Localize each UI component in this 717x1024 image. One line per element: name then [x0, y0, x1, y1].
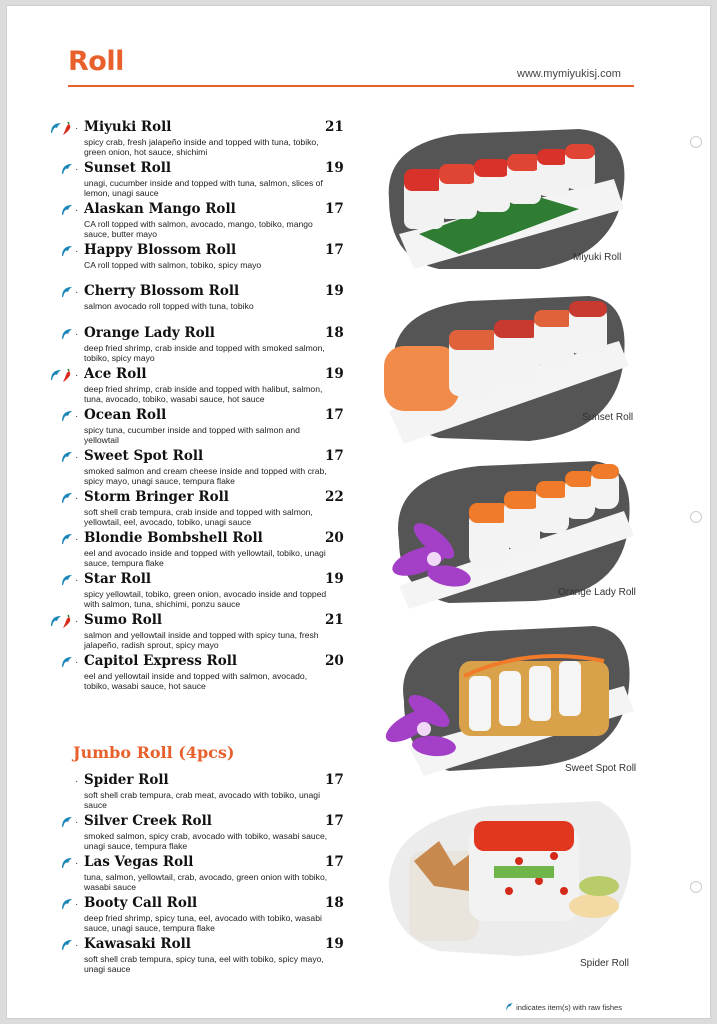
pepper-icon [62, 368, 72, 383]
fish-icon [60, 491, 74, 505]
website-url[interactable]: www.mymiyukisj.com [517, 68, 621, 80]
item-icons [47, 937, 77, 953]
item-icons [47, 814, 77, 830]
item-icons [47, 367, 77, 383]
item-description: spicy yellowtail, tobiko, green onion, avocado inside and topped with salmon, tuna, shichimi, ponzu sauce [84, 589, 327, 610]
item-icons [47, 572, 77, 588]
item-description: eel and yellowtail inside and topped with salmon, avocado, tobiko, wasabi sauce, hot sauce [84, 671, 308, 692]
item-price: 22 [325, 488, 344, 505]
bullet-dot: · [75, 205, 79, 217]
fish-icon [60, 327, 74, 341]
menu-item [47, 612, 344, 651]
photo-caption: Sunset Roll [582, 412, 634, 423]
item-name: Alaskan Mango Roll [84, 201, 236, 218]
fish-icon [60, 162, 74, 176]
item-description: tuna, salmon, yellowtail, crab, avocado, green onion with tobiko, wasabi sauce [84, 872, 328, 893]
item-description: smoked salmon and cream cheese inside and topped with crab, spicy mayo, unagi sauce, tempura flake [84, 465, 327, 486]
fish-icon [60, 203, 74, 217]
item-name: Ace Roll [84, 365, 147, 382]
item-price: 21 [325, 119, 344, 135]
bullet-dot: · [75, 776, 79, 787]
item-name: Sumo Roll [84, 612, 163, 629]
item-price: 17 [325, 406, 344, 423]
item-icons [47, 202, 77, 218]
item-price: 18 [325, 895, 344, 912]
item-icons [47, 896, 77, 912]
bullet-dot: · [75, 534, 79, 545]
item-price: 19 [325, 365, 344, 382]
menu-item [47, 571, 344, 610]
item-description: salmon and yellowtail inside and topped with spicy tuna, fresh jalapeño, radish sprout, spicy mayo [84, 630, 319, 651]
item-icons [47, 326, 77, 342]
fish-icon [60, 897, 74, 911]
item-description: deep fried shrimp, crab inside and topped with smoked salmon, tobiko, spicy mayo [84, 342, 325, 363]
item-description: spicy crab, fresh jalapeño inside and topped with tuna, tobiko, green onion, hot sauce, shichimi [84, 137, 319, 157]
fish-icon [60, 450, 74, 464]
pepper-icon [62, 121, 72, 136]
item-name: Star Roll [84, 571, 152, 588]
menu-item [47, 406, 344, 445]
photo-sweet-spot-roll [379, 616, 637, 781]
bullet-dot: · [75, 164, 79, 176]
menu-item [47, 488, 344, 527]
item-icons [47, 449, 77, 465]
item-price: 19 [325, 936, 344, 953]
photo-spider-roll [379, 791, 639, 961]
item-icons [47, 408, 77, 424]
page-title: Roll [68, 46, 124, 77]
menu-item [47, 653, 344, 692]
menu-item [47, 895, 344, 934]
item-name: Sunset Roll [84, 160, 171, 177]
item-name: Orange Lady Roll [84, 324, 215, 341]
item-name: Miyuki Roll [84, 119, 172, 135]
item-icons [47, 613, 77, 629]
item-description: salmon avocado roll topped with tuna, tobiko [84, 301, 254, 312]
bullet-dot: · [75, 817, 79, 829]
fish-icon [49, 368, 63, 382]
item-description: smoked salmon, spicy crab, avocado with tobiko, wasabi sauce, unagi sauce, tempura flake [84, 831, 328, 852]
menu-item [47, 854, 344, 893]
item-name: Storm Bringer Roll [84, 488, 229, 505]
item-icons [47, 773, 77, 789]
bullet-dot: · [75, 246, 79, 258]
item-price: 19 [325, 571, 344, 588]
fish-icon [60, 938, 74, 952]
item-icons [47, 284, 77, 300]
item-price: 17 [325, 242, 344, 259]
item-icons [47, 490, 77, 506]
bullet-dot: · [75, 899, 79, 911]
item-name: Kawasaki Roll [84, 936, 191, 953]
menu-page [6, 5, 711, 1019]
fish-icon [60, 856, 74, 870]
item-description: deep fried shrimp, crab inside and topped with halibut, salmon, tuna, avocado, tobiko, wasabi sauce, hot sauce [84, 383, 323, 404]
menu-item [47, 201, 344, 240]
bullet-dot: · [75, 410, 79, 422]
menu-item [47, 772, 344, 810]
photo-caption: Orange Lady Roll [558, 587, 636, 598]
pepper-icon [62, 614, 72, 629]
bullet-dot: · [75, 657, 79, 669]
menu-item [47, 283, 344, 321]
menu-item [47, 160, 344, 199]
item-icons [47, 243, 77, 259]
item-name: Silver Creek Roll [84, 813, 212, 830]
bullet-dot: · [75, 287, 79, 299]
item-name: Booty Call Roll [84, 895, 198, 912]
menu-item [47, 242, 344, 280]
item-description: unagi, cucumber inside and topped with tuna, salmon, slices of lemon, unagi sauce [84, 178, 323, 199]
bullet-dot: · [75, 123, 79, 134]
menu-item [47, 530, 344, 568]
item-name: Capitol Express Roll [84, 653, 237, 670]
item-name: Blondie Bombshell Roll [84, 530, 263, 546]
binder-hole [690, 136, 702, 148]
item-description: soft shell crab tempura, crab meat, avocado with tobiko, unagi sauce [84, 790, 320, 810]
title-divider [68, 85, 634, 87]
item-price: 17 [325, 854, 344, 871]
item-price: 19 [325, 283, 344, 300]
item-name: Cherry Blossom Roll [84, 283, 240, 300]
fish-icon [60, 815, 74, 829]
fish-icon [49, 121, 63, 135]
menu-item [47, 936, 344, 975]
item-price: 17 [325, 447, 344, 464]
bullet-dot: · [75, 451, 79, 463]
fish-icon [60, 244, 74, 258]
item-price: 20 [325, 653, 344, 670]
bullet-dot: · [75, 575, 79, 587]
bullet-dot: · [75, 369, 79, 381]
menu-item [47, 324, 344, 363]
photo-caption: Miyuki Roll [573, 252, 622, 263]
item-description: CA roll topped with salmon, avocado, mango, tobiko, mango sauce, butter mayo [84, 219, 313, 240]
bullet-dot: · [75, 616, 79, 628]
item-description: deep fried shrimp, spicy tuna, eel, avocado with tobiko, wasabi sauce, unagi sauce, tempura flake [84, 913, 322, 934]
jumbo-section-title: Jumbo Roll (4pcs) [73, 743, 235, 762]
fish-icon [505, 1002, 514, 1011]
item-name: Happy Blossom Roll [84, 242, 237, 259]
item-icons [47, 161, 77, 177]
legend-text: indicates item(s) with raw fishes [516, 1003, 622, 1012]
item-description: soft shell crab tempura, crab inside and topped with salmon, yellowtail, eel, avocado, tobiko, unagi sauce [84, 506, 313, 527]
bullet-dot: · [75, 328, 79, 340]
item-description: spicy tuna, cucumber inside and topped with salmon and yellowtail [84, 424, 300, 445]
fish-icon [60, 532, 74, 546]
item-price: 17 [325, 772, 344, 788]
binder-hole [690, 881, 702, 893]
photo-caption: Spider Roll [580, 958, 629, 969]
item-name: Spider Roll [84, 772, 169, 788]
item-icons [47, 654, 77, 670]
item-description: eel and avocado inside and topped with yellowtail, tobiko, unagi sauce, tempura flake [84, 548, 326, 568]
fish-icon [60, 655, 74, 669]
item-description: soft shell crab tempura, spicy tuna, eel with tobiko, spicy mayo, unagi sauce [84, 954, 324, 975]
item-price: 19 [325, 160, 344, 177]
menu-item [47, 447, 344, 486]
item-name: Sweet Spot Roll [84, 447, 204, 464]
item-name: Ocean Roll [84, 406, 167, 423]
item-icons [47, 531, 77, 547]
raw-fish-legend [505, 1002, 622, 1012]
item-price: 20 [325, 530, 344, 546]
photo-caption: Sweet Spot Roll [565, 763, 637, 774]
bullet-dot: · [75, 858, 79, 870]
item-description: CA roll topped with salmon, tobiko, spicy mayo [84, 260, 262, 271]
menu-item [47, 119, 344, 157]
item-price: 21 [325, 612, 344, 629]
bullet-dot: · [75, 940, 79, 952]
fish-icon [49, 614, 63, 628]
bullet-dot: · [75, 492, 79, 504]
item-price: 17 [325, 813, 344, 830]
item-name: Las Vegas Roll [84, 854, 194, 871]
fish-icon [60, 573, 74, 587]
fish-icon [60, 285, 74, 299]
item-icons [47, 120, 77, 136]
menu-item [47, 365, 344, 404]
item-icons [47, 855, 77, 871]
menu-item [47, 813, 344, 852]
fish-icon [60, 409, 74, 423]
binder-hole [690, 511, 702, 523]
item-price: 17 [325, 201, 344, 218]
item-price: 18 [325, 324, 344, 341]
